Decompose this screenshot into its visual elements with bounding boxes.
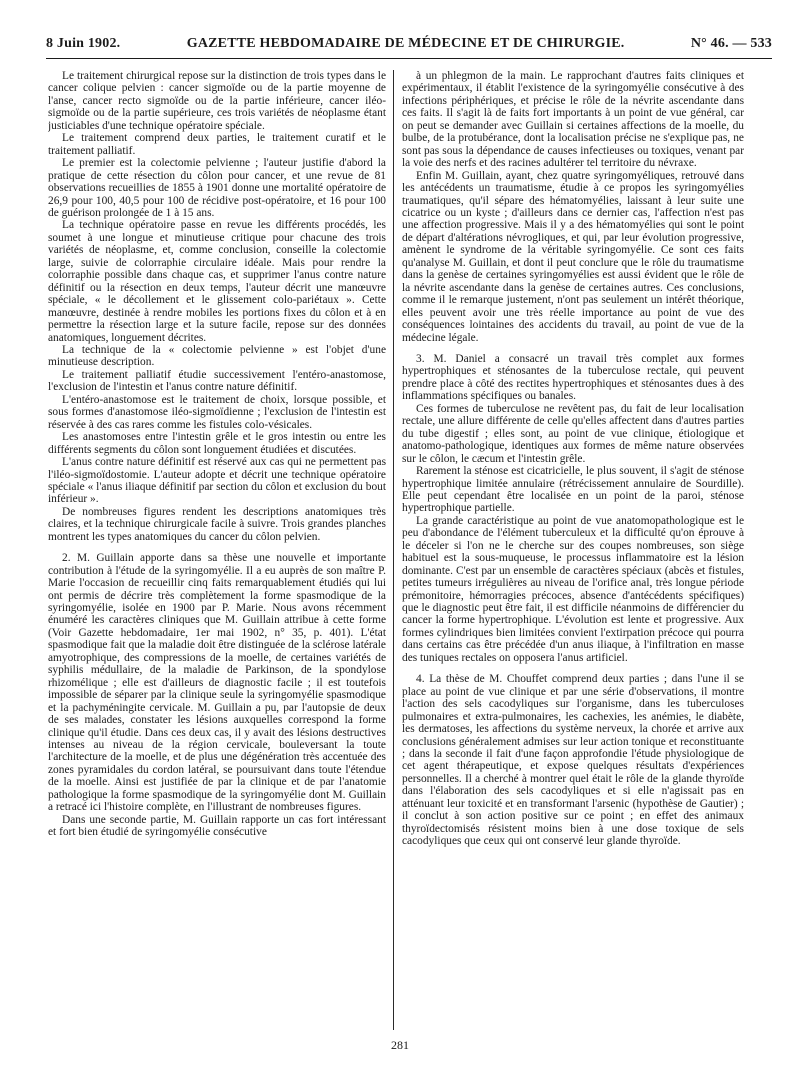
header-rule [46,58,772,59]
page-number: 281 [391,1038,409,1052]
paragraph: L'entéro-anastomose est le traitement de choix, lorsque possible, et sous formes d'anastomose iléo-sigmoïdienne ; l'exclusion de l'intestin est réservée à des cas rares comme les fistules colo-vésicales. [48,393,386,431]
paragraph: Rarement la sténose est cicatricielle, le plus souvent, il s'agit de sténose hypertrophique limitée annulaire (rétrécissement annulaire de Sourdille). Elle peut cependant être localisée en un point de la paroi, sténose hypertrophique partielle. [402,465,744,515]
paragraph: L'anus contre nature définitif est réservé aux cas qui ne permettent pas l'iléo-sigmoïdostomie. L'auteur adopte et décrit une technique opératoire spéciale « l'anus iliaque définitif par section du côlon et exclusion du bout inférieur ». [48,456,386,506]
paragraph: La grande caractéristique au point de vue anatomopathologique est le peu d'abondance de l'élément tuberculeux et la difficulté qu'on éprouve à le déceler si l'on ne le cherche sur des coupes nombreuses, son siège habituel est la sous-muqueuse, le processus inflammatoire est la lésion dominante. C'est par un ensemble de caractères spéciaux (abcès et fistules, petites tumeurs irrégulières au niveau de l'orifice anal, très longue période prémonitoire, hémorragies précoces, absence d'antécédents spécifiques) que le diagnostic peut être fait, il est difficile néanmoins de différencier du cancer la forme hypertrophique. L'évolution est lente et progressive. Aux formes cylindriques bien limitées convient l'extirpation précoce qui pourra dans certains cas être précédée d'un anus iliaque, à l'infiltration en masse des tuniques rectales on opposera l'anus artificiel. [402,514,744,664]
paragraph: De nombreuses figures rendent les descriptions anatomiques très claires, et la technique chirurgicale facile à suivre. Trois grandes planches montrent les types anatomiques du cancer du côlon pelvien. [48,505,386,543]
paragraph: Le traitement palliatif étudie successivement l'entéro-anastomose, l'exclusion de l'intestin et l'anus contre nature définitif. [48,368,386,394]
paragraph: Enfin M. Guillain, ayant, chez quatre syringomyéliques, retrouvé dans les antécédents un traumatisme, étudie à ce propos les syringomyélies traumatiques, qu'il sépare des hématomyélies, laissant à leur suite une cicatrice ou un kyste ; d'ailleurs dans ce dernier cas, l'affection n'est pas une affection progressive. Mais il y a des hématomyélies qui sont le point de départ d'altérations névrogliques, et qui, par leur évolution progressive, amènent le syndrome de la véritable syringomyélie. Ce sont ces faits qu'analyse M. Guillain, et dont il peut conclure que le rôle du traumatisme dans la genèse de certaines syringomyélies est aussi évident que le rôle de la névrite ascendante dans la genèse de certaines autres. Ces conclusions, comme il le remarque justement, n'ont pas seulement un intérêt théorique, elles peuvent avoir une très réelle importance au point de vue des conséquences lointaines des accidents du travail, au point de vue de la médecine légale. [402,169,744,344]
paragraph: Les anastomoses entre l'intestin grêle et le gros intestin ou entre les différents segments du côlon sont longuement étudiées et discutées. [48,431,386,456]
paragraph: Ces formes de tuberculose ne revêtent pas, du fait de leur localisation rectale, une allure différente de celle qu'elles affectent dans d'autres parties du tube digestif ; elles sont, au point de vue clinique, étiologique et anatomo-pathologique, identiques aux formes de même nature observées sur le côlon, le cæcum et l'intestin grêle. [402,402,744,465]
header-date: 8 Juin 1902. [46,36,121,51]
paragraph: 2. M. Guillain apporte dans sa thèse une nouvelle et importante contribution à l'étude de la syringomyélie. Il a eu auprès de son maître P. Marie l'occasion de recueillir cinq faits remarquablement étudiés qui lui ont permis de décrire très complètement la forme spasmodique de la syringomyélie, isolée en 1900 par P. Marie. Nous avons récemment énuméré les caractères cliniques que M. Guillain attribue à cette forme (Voir Gazette hebdomadaire, 1er mai 1902, n° 35, p. 401). L'état spasmodique fait que la maladie doit être distinguée de la sclérose latérale amyotrophique, des compressions de la moelle, de certaines variétés de syphilis médullaire, de la maladie de Parkinson, de la spondylose rhizomélique ; elle est d'ailleurs de diagnostic facile ; il est toutefois impossible de séparer par la clinique seule la syringomyélie spasmodique et la pachyméningite cervicale. M. Guillain a pu, par l'autopsie de deux de ses malades, constater les lésions auxquelles correspond la forme clinique qu'il étudie. Dans ces deux cas, il y avait des lésions destructives intenses au niveau de la région cervicale, bouleversant la toute l'architecture de la moelle, et de plus une dégénération très accentuée des zones pyramidales du cordon latéral, se poursuivant dans toute l'étendue de la moelle. Ainsi est justifiée de par la clinique et de par l'anatomie pathologique la forme spasmodique de la syringomyélie dont M. Guillain a retracé ici l'histoire complète, en l'illustrant de nombreuses figures. [48,552,386,814]
paragraph: 3. M. Daniel a consacré un travail très complet aux formes hypertrophiques et sténosantes de la tuberculose rectale, qui peuvent prendre place à côté des rectites hypertrophiques et sténosantes dues à des inflammations spécifiques ou banales. [402,352,744,403]
paragraph: Le traitement chirurgical repose sur la distinction de trois types dans le cancer colique pelvien : cancer sigmoïde ou de la partie moyenne de l'anse, cancer recto sigmoïde ou de la partie inférieure, cancer iléo-sigmoïde ou de la partie supérieure, ces trois variétés de néoplasme étant justiciables d'une technique opératoire spéciale. [48,70,386,132]
paragraph: La technique de la « colectomie pelvienne » est l'objet d'une minutieuse description. [48,343,386,369]
paragraph: Le premier est la colectomie pelvienne ; l'auteur justifie d'abord la pratique de cette résection du côlon pour cancer, et une revue de 81 observations recueillies de 1855 à 1901 donne une mortalité opératoire de 26,9 pour 100, 40,5 pour 100 de récidive post-opératoire, et 16 pour 100 de guérison prolongée de 1 à 15 ans. [48,157,386,219]
left-column [48,70,386,1030]
paragraph: Le traitement comprend deux parties, le traitement curatif et le traitement palliatif. [48,132,386,157]
paragraph: La technique opératoire passe en revue les différents procédés, les soumet à une longue et minutieuse critique pour chacune des trois variétés de néoplasme, et, comme conclusion, conseille la colectomie large, suivie de colorraphie circulaire idéale. Mais pour rendre la colorraphie possible dans chaque cas, et supprimer l'anus contre nature définitif ou la résection en deux temps, l'auteur décrit une manœuvre spéciale, « le décollement et le glissement colo-pariétaux ». Cette manœuvre, destinée à rendre mobiles les portions fixes du côlon et à en permettre la résection large et la suture facile, repose sur des données anatomiques, longuement décrites. [48,219,386,344]
running-head [46,36,772,56]
paragraph: Dans une seconde partie, M. Guillain rapporte un cas fort intéressant et fort bien étudié de syringomyélie consécutive [48,813,386,839]
issue-number: N° 46. — 533 [690,36,772,51]
column-divider [393,70,394,1030]
paragraph: à un phlegmon de la main. Le rapprochant d'autres faits cliniques et expérimentaux, il établit l'existence de la syringomyélie consécutive à des infections périphériques, et précise le rôle de la névrite ascendante dans ces faits. Il s'agit là de faits fort importants à un point de vue général, car on peut se demander avec Guillain si certaines affections de la moelle, du bulbe, de la protubérance, dont la localisation précise ne s'explique pas, ne sont pas sous la dépendance de causes infectieuses ou toxiques, venant par la voie des nerfs et des racines adultérer tel territoire du névraxe. [402,70,744,170]
paragraph: 4. La thèse de M. Chouffet comprend deux parties ; dans l'une il se place au point de vue clinique et par une série d'observations, il montre l'action des sels cacodyliques sur l'organisme, dans les tuberculoses pulmonaires et extra-pulmonaires, les cachexies, les anémies, le diabète, les dermatoses, les affections du système nerveux, la chorée et arrive aux conclusions généralement admises sur leur action tonique et reconstituante ; dans la seconde il fait d'une façon approfondie l'étude physiologique de cet agent thérapeutique, et expose quelques résultats d'expériences personnelles. Il a cherché à montrer quel était le rôle de la glande thyroïde dans l'élaboration des sels cacodyliques et si elle n'agissait pas en atténuant leur toxicité et en transformant l'arsenic (hypothèse de Gautier) ; il conclut à son action positive sur ce point ; en effet des animaux thyroïdectomisés résistent moins bien à une dose toxique de sels cacodyliques que ceux qui ont conservé leur glande thyroïde. [402,673,744,848]
right-column [402,70,744,1030]
journal-title: GAZETTE HEBDOMADAIRE DE MÉDECINE ET DE CHIRURGIE. [186,36,625,51]
